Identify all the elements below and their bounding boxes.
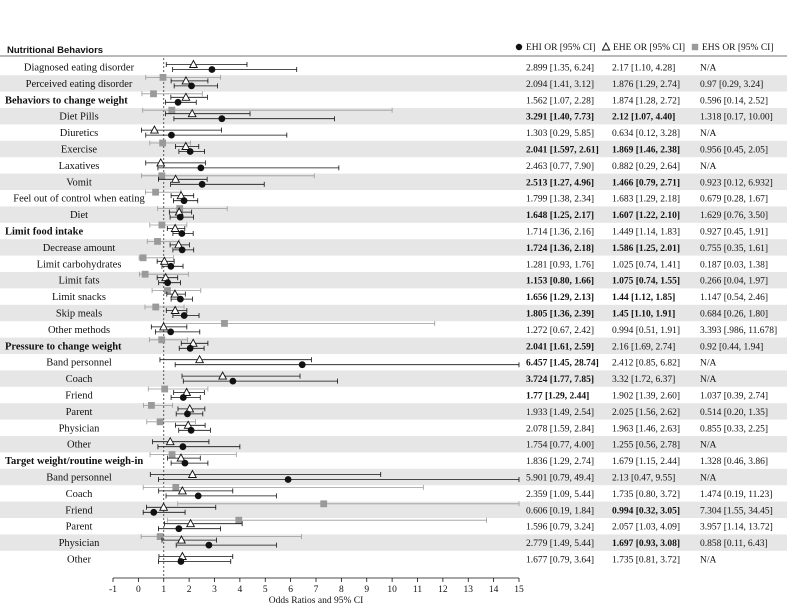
x-tick-label: 12 — [438, 585, 448, 595]
ehs-point — [158, 172, 165, 179]
x-tick-label: 4 — [237, 585, 243, 595]
ehs-point — [157, 533, 164, 540]
ehi-point — [177, 214, 184, 221]
x-tick-label: 0 — [136, 585, 141, 595]
ehi-point — [168, 132, 175, 139]
ehi-value: 2.779 [1.49, 5.44] — [526, 539, 595, 550]
ehi-value: 2.094 [1.41, 3.12] — [526, 79, 595, 90]
row-label: Band personnel — [46, 472, 112, 484]
ehi-value: 2.463 [0.77, 7.90] — [526, 161, 595, 172]
ehs-value: 0.956 [0.45, 2.05] — [700, 145, 769, 156]
ehs-value: 0.514 [0.20, 1.35] — [700, 407, 769, 418]
ehs-value: 0.855 [0.33, 2.25] — [700, 424, 769, 435]
ehi-point — [164, 279, 171, 286]
ehs-value: 0.927 [0.45, 1.91] — [700, 227, 769, 238]
x-tick-label: 13 — [463, 585, 473, 595]
ehe-value: 1.44 [1.12, 1.85] — [612, 293, 676, 304]
ehi-value: 1.714 [1.36, 2.16] — [526, 227, 595, 238]
row-label: Behaviors to change weight — [5, 95, 128, 107]
ehe-value: 3.32 [1.72, 6.37] — [612, 375, 676, 386]
row-label: Laxatives — [58, 160, 100, 172]
ehe-value: 1.607 [1.22, 2.10] — [612, 211, 681, 222]
row-label: Vomit — [66, 177, 92, 189]
ehs-value: 0.755 [0.35, 1.61] — [700, 243, 769, 254]
ehe-point — [171, 225, 179, 232]
ehe-value: 1.449 [1.14, 1.83] — [612, 227, 681, 238]
ehe-value: 2.17 [1.10, 4.28] — [612, 63, 676, 74]
x-tick-label: 5 — [262, 585, 268, 595]
ehs-point — [168, 107, 175, 114]
ehs-point — [320, 500, 327, 507]
row-label: Pressure to change weight — [5, 341, 122, 353]
ehs-point — [158, 336, 165, 343]
ehs-point — [158, 222, 165, 229]
ehi-point — [175, 525, 182, 532]
ehe-value: 1.697 [0.93, 3.08] — [612, 539, 681, 550]
legend-label-ehi: EHI OR [95% CI] — [526, 43, 596, 53]
row-label: Perceived eating disorder — [25, 78, 133, 90]
ehi-value: 5.901 [0.79, 49.4] — [526, 473, 595, 484]
x-tick-label: 10 — [387, 585, 397, 595]
ehi-point — [195, 493, 202, 500]
ehi-value: 2.078 [1.59, 2.84] — [526, 424, 595, 435]
ehe-value: 1.025 [0.74, 1.41] — [612, 260, 681, 271]
row-label: Diet Pills — [59, 111, 99, 123]
ehe-point — [161, 257, 169, 264]
x-tick-label: -1 — [109, 585, 117, 595]
row-label: Parent — [65, 406, 93, 418]
ehe-point — [196, 356, 204, 363]
ehe-value: 1.874 [1.28, 2.72] — [612, 96, 681, 107]
ehe-value: 2.025 [1.56, 2.62] — [612, 407, 681, 418]
ehs-point — [159, 140, 166, 147]
row-label: Physician — [58, 423, 100, 435]
ehi-point — [184, 411, 191, 418]
ehi-value: 0.606 [0.19, 1.84] — [526, 506, 595, 517]
ehs-value: N/A — [700, 358, 717, 369]
ehs-point — [140, 254, 147, 261]
ehi-point — [181, 312, 188, 319]
row-label: Physician — [58, 538, 100, 550]
ehi-point — [177, 296, 184, 303]
row-label: Feel out of control when eating — [13, 193, 145, 205]
ehs-value: N/A — [700, 375, 717, 386]
x-tick-label: 2 — [186, 585, 192, 595]
ehi-value: 2.041 [1.597, 2.61] — [526, 145, 599, 156]
ehs-point — [154, 238, 161, 245]
ehi-value: 6.457 [1.45, 28.74] — [526, 358, 599, 369]
ehe-value: 0.882 [0.29, 2.64] — [612, 161, 681, 172]
ehe-value: 2.13 [0.47, 9.55] — [612, 473, 676, 484]
ehe-value: 1.869 [1.46, 2.38] — [612, 145, 681, 156]
ehs-value: 0.684 [0.26, 1.80] — [700, 309, 769, 320]
ehi-point — [167, 263, 174, 270]
row-label: Coach — [65, 488, 93, 500]
row-label: Other — [67, 554, 91, 566]
ehs-point — [172, 484, 179, 491]
ehs-point — [148, 402, 155, 409]
ehi-value: 1.648 [1.25, 2.17] — [526, 211, 595, 222]
ehe-point — [151, 126, 159, 133]
ehs-value: 0.266 [0.04, 1.97] — [700, 276, 769, 287]
row-label: Skip meals — [55, 308, 103, 320]
ehs-value: 0.923 [0.12, 6.932] — [700, 178, 773, 189]
ehs-value: 1.328 [0.46, 3.86] — [700, 457, 769, 468]
ehs-point — [150, 90, 157, 97]
ehi-point — [182, 460, 189, 467]
ehe-value: 2.16 [1.69, 2.74] — [612, 342, 676, 353]
ehi-value: 1.805 [1.36, 2.39] — [526, 309, 595, 320]
legend-label-ehs: EHS OR [95% CI] — [702, 43, 774, 53]
ehs-value: N/A — [700, 129, 717, 140]
x-tick-label: 14 — [488, 585, 499, 595]
ehs-value: 0.187 [0.03, 1.38] — [700, 260, 769, 271]
ehe-value: 2.412 [0.85, 6.82] — [612, 358, 681, 369]
ehe-value: 1.586 [1.25, 2.01] — [612, 243, 681, 254]
ehs-point — [142, 271, 149, 278]
ehi-point — [205, 542, 212, 549]
ehi-point — [181, 197, 188, 204]
ehi-value: 1.754 [0.77, 4.00] — [526, 440, 595, 451]
ehe-value: 1.735 [0.80, 3.72] — [612, 489, 681, 500]
ehe-point — [171, 290, 179, 297]
ehs-value: 1.629 [0.76, 3.50] — [700, 211, 769, 222]
ehi-value: 1.836 [1.29, 2.74] — [526, 457, 595, 468]
ehi-value: 1.656 [1.29, 2.13] — [526, 293, 595, 304]
row-label: Coach — [65, 374, 93, 386]
row-label: Other methods — [47, 324, 111, 336]
ehe-point — [160, 323, 168, 330]
ehs-point — [161, 386, 168, 393]
x-tick-label: 15 — [514, 585, 524, 595]
ehe-value: 1.466 [0.79, 2.71] — [612, 178, 681, 189]
ehi-value: 1.933 [1.49, 2.54] — [526, 407, 595, 418]
x-tick-label: 3 — [212, 585, 217, 595]
ehe-value: 1.679 [1.15, 2.44] — [612, 457, 681, 468]
ehi-value: 2.359 [1.09, 5.44] — [526, 489, 595, 500]
ehe-value: 1.255 [0.56, 2.78] — [612, 440, 681, 451]
ehi-point — [187, 345, 194, 352]
ehs-value: 1.037 [0.39, 2.74] — [700, 391, 769, 402]
ehs-value: 0.97 [0.29, 3.24] — [700, 79, 764, 90]
ehe-point — [182, 93, 190, 100]
ehi-value: 2.041 [1.61, 2.59] — [526, 342, 595, 353]
row-label: Diuretics — [59, 128, 99, 140]
x-tick-label: 7 — [313, 585, 319, 595]
x-tick-label: 6 — [288, 585, 293, 595]
ehi-point — [178, 230, 185, 237]
ehe-point — [190, 61, 198, 68]
ehs-point — [169, 451, 176, 458]
legend-marker-ehi — [516, 44, 522, 50]
row-label: Limit food intake — [5, 226, 84, 238]
ehe-value: 1.963 [1.46, 2.63] — [612, 424, 681, 435]
legend-marker-ehs — [692, 44, 698, 50]
ehi-point — [180, 394, 187, 401]
ehi-point — [187, 148, 194, 155]
ehs-value: 1.318 [0.17, 10.00] — [700, 112, 773, 123]
row-label: Limit carbohydrates — [36, 259, 122, 271]
ehi-value: 2.899 [1.35, 6.24] — [526, 63, 595, 74]
x-axis — [109, 578, 524, 595]
ehe-value: 1.075 [0.74, 1.55] — [612, 276, 681, 287]
x-axis-label: Odds Ratios and 95% CI — [268, 596, 364, 606]
row-label: Diagnosed eating disorder — [23, 62, 135, 74]
ehe-value: 1.876 [1.29, 2.74] — [612, 79, 681, 90]
ehi-value: 1.562 [1.07, 2.28] — [526, 96, 595, 107]
ehi-value: 1.303 [0.29, 5.85] — [526, 129, 595, 140]
ehs-value: N/A — [700, 555, 717, 566]
ehi-point — [229, 378, 236, 385]
ehe-value: 2.12 [1.07, 4.40] — [612, 112, 676, 123]
ehi-point — [150, 509, 157, 516]
ehs-point — [152, 304, 159, 311]
ehi-value: 1.272 [0.67, 2.42] — [526, 325, 595, 336]
ehi-value: 3.724 [1.77, 7.85] — [526, 375, 595, 386]
ehi-point — [209, 66, 216, 73]
row-label: Parent — [65, 521, 93, 533]
ehi-value: 1.677 [0.79, 3.64] — [526, 555, 595, 566]
ehi-point — [188, 83, 195, 90]
ehi-value: 1.799 [1.38, 2.34] — [526, 194, 595, 205]
x-tick-label: 1 — [161, 585, 167, 595]
x-tick-label: 9 — [364, 585, 370, 595]
ehe-value: 1.45 [1.10, 1.91] — [612, 309, 676, 320]
ehs-point — [152, 189, 159, 196]
ehi-value: 3.291 [1.40, 7.73] — [526, 112, 595, 123]
ehs-value: 3.957 [1.14, 13.72] — [700, 522, 773, 533]
row-label: Target weight/routine weigh-in — [5, 456, 144, 468]
ehi-value: 2.513 [1.27, 4.96] — [526, 178, 595, 189]
ehi-point — [299, 361, 306, 368]
ehs-value: N/A — [700, 161, 717, 172]
ehs-value: N/A — [700, 440, 717, 451]
value-columns — [526, 64, 777, 566]
ehs-value: 1.147 [0.54, 2.46] — [700, 293, 769, 304]
ehs-point — [235, 517, 242, 524]
ehs-value: 0.679 [0.28, 1.67] — [700, 194, 769, 205]
ehi-point — [197, 165, 204, 172]
row-label: Friend — [65, 505, 93, 517]
ehi-point — [167, 329, 174, 336]
row-label: Band personnel — [46, 357, 112, 369]
ehs-value: 1.474 [0.19, 11.23] — [700, 489, 773, 500]
ehi-point — [178, 558, 185, 565]
ehs-point — [157, 418, 164, 425]
ehi-point — [218, 115, 225, 122]
ehe-point — [187, 520, 195, 527]
ehe-value: 1.735 [0.81, 3.72] — [612, 555, 681, 566]
ehi-value: 1.281 [0.93, 1.76] — [526, 260, 595, 271]
x-tick-label: 8 — [339, 585, 344, 595]
ehs-value: 0.858 [0.11, 6.43] — [700, 539, 768, 550]
row-label: Decrease amount — [42, 242, 116, 254]
row-label: Limit snacks — [52, 292, 106, 304]
ehs-point — [160, 74, 167, 81]
ehe-value: 0.994 [0.51, 1.91] — [612, 325, 681, 336]
row-label: Friend — [65, 390, 93, 402]
ehi-point — [179, 443, 186, 450]
row-label: Diet — [69, 210, 89, 222]
legend — [516, 43, 774, 53]
ehe-value: 0.994 [0.32, 3.05] — [612, 506, 681, 517]
ehi-point — [285, 476, 292, 483]
ehe-point — [179, 487, 187, 494]
ehs-value: N/A — [700, 63, 717, 74]
row-label: Limit fats — [58, 275, 100, 287]
ehs-value: 3.393 [.986, 11.678] — [700, 325, 778, 336]
ehe-value: 1.902 [1.39, 2.60] — [612, 391, 681, 402]
ehe-value: 2.057 [1.03, 4.09] — [612, 522, 681, 533]
ehi-point — [179, 247, 186, 254]
ehs-value: 0.596 [0.14, 2.52] — [700, 96, 769, 107]
x-tick-label: 11 — [412, 585, 423, 595]
row-label: Exercise — [60, 144, 98, 156]
ehs-value: 7.304 [1.55, 34.45] — [700, 506, 773, 517]
legend-label-ehe: EHE OR [95% CI] — [613, 43, 686, 53]
ehs-point — [221, 320, 228, 327]
ehs-point — [164, 287, 171, 294]
ehi-value: 1.596 [0.79, 3.24] — [526, 522, 595, 533]
ehe-value: 0.634 [0.12, 3.28] — [612, 129, 681, 140]
ehi-point — [175, 99, 182, 106]
ehi-point — [199, 181, 206, 188]
legend-marker-ehe — [602, 43, 609, 50]
ehi-point — [188, 427, 195, 434]
header-title: Nutritional Behaviors — [7, 45, 104, 56]
ehi-value: 1.153 [0.80, 1.66] — [526, 276, 595, 287]
ehs-value: N/A — [700, 473, 717, 484]
ehe-value: 1.683 [1.29, 2.18] — [612, 194, 681, 205]
ehi-value: 1.724 [1.36, 2.18] — [526, 243, 595, 254]
row-label: Other — [67, 439, 91, 451]
ehi-value: 1.77 [1.29, 2.44] — [526, 391, 590, 402]
ehs-value: 0.92 [0.44, 1.94] — [700, 342, 764, 353]
